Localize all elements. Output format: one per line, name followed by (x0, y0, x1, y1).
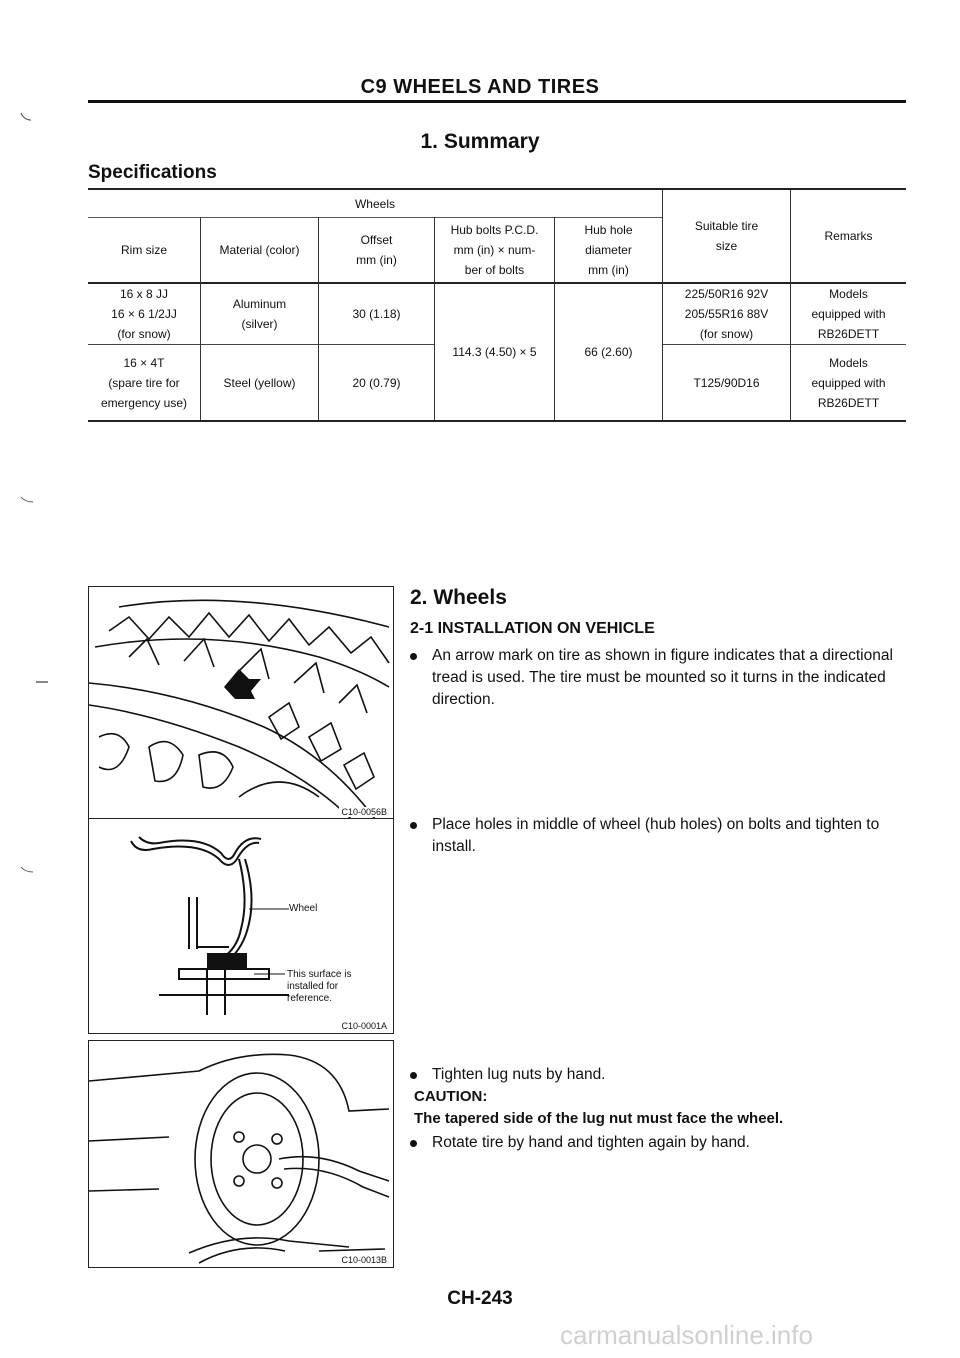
row1-tire-size: 225/50R16 92V 205/55R16 88V (for snow) (684, 287, 769, 341)
caution-label: CAUTION: (414, 1088, 488, 1105)
caution-text: The tapered side of the lug nut must face the wheel. (414, 1110, 784, 1127)
bullet-text: Tighten lug nuts by hand. (432, 1066, 606, 1083)
scan-mark (36, 680, 48, 684)
section-1-title: 1. Summary (420, 130, 540, 153)
figure-tire-arrow (88, 586, 394, 820)
page-number: CH-243 (447, 1288, 513, 1309)
tire-tread-illustration (89, 587, 393, 819)
header-remarks: Remarks (824, 229, 873, 243)
header-offset: Offset mm (in) (356, 233, 397, 267)
row1-material: Aluminum (silver) (232, 297, 287, 331)
bullet-icon (410, 1072, 417, 1079)
bullet-tighten-by-hand (410, 1064, 906, 1086)
label-wheel: Wheel (289, 903, 318, 914)
row1-rim-size: 16 x 8 JJ 16 × 6 1/2JJ (for snow) (111, 287, 177, 341)
watermark: carmanualsonline.info (560, 1320, 813, 1350)
scan-mark (20, 112, 32, 122)
header-tire-size: Suitable tire size (694, 219, 759, 253)
bullet-text: Rotate tire by hand and tighten again by hand. (432, 1134, 750, 1151)
specifications-title: Specifications (88, 162, 217, 183)
row2-offset: 20 (0.79) (352, 375, 401, 390)
header-material: Material (color) (219, 243, 300, 257)
bullet-icon (410, 822, 417, 829)
chapter-rule (88, 100, 906, 103)
bullet-text: An arrow mark on tire as shown in figure indicates that a directional tread is used. The tire must be mounted so it turns in the indicated direction. (432, 647, 893, 708)
table-rule-bottom (88, 420, 906, 422)
tighten-nuts-illustration (89, 1041, 393, 1267)
section-2-title: 2. Wheels (410, 586, 507, 609)
header-hub-hole: Hub hole diameter mm (in) (584, 223, 633, 277)
arrow-icon (224, 669, 261, 699)
bullet-hub-holes (410, 814, 906, 858)
figure-code: C10-0056B (341, 807, 387, 817)
header-wheels-group: Wheels (354, 196, 395, 211)
bullet-directional-tread (410, 645, 906, 711)
subsection-2-1-title: 2-1 INSTALLATION ON VEHICLE (410, 620, 655, 637)
shared-hub-hole: 66 (2.60) (584, 345, 633, 359)
bullet-icon (410, 1140, 417, 1147)
bullet-icon (410, 653, 417, 660)
header-hub-bolts: Hub bolts P.C.D. mm (in) × num- ber of bolts (450, 223, 539, 277)
scan-mark (20, 866, 34, 874)
row2-tire-size: T125/90D16 (693, 375, 760, 390)
label-reference-surface: This surface is installed for reference. (287, 969, 352, 1004)
shared-hub-bolts: 114.3 (4.50) × 5 (452, 345, 537, 359)
row2-rim-size: 16 × 4T (spare tire for emergency use) (100, 355, 188, 410)
bullet-text: Place holes in middle of wheel (hub holes) on bolts and tighten to install. (432, 816, 880, 855)
figure-tighten-nuts (88, 1040, 394, 1268)
figure-wheel-section (88, 818, 394, 1034)
row1-remarks: Models equipped with RB26DETT (811, 287, 886, 341)
scan-mark (20, 496, 34, 504)
spec-table (88, 188, 906, 422)
row1-offset: 30 (1.18) (352, 307, 401, 321)
row2-remarks: Models equipped with RB26DETT (811, 355, 886, 410)
figure-code: C10-0013B (341, 1255, 387, 1265)
chapter-title: C9 WHEELS AND TIRES (360, 76, 600, 98)
header-rim-size: Rim size (120, 243, 167, 257)
bullet-rotate-tire (410, 1132, 906, 1154)
figure-code: C10-0001A (341, 1021, 387, 1031)
row2-material: Steel (yellow) (223, 375, 296, 390)
